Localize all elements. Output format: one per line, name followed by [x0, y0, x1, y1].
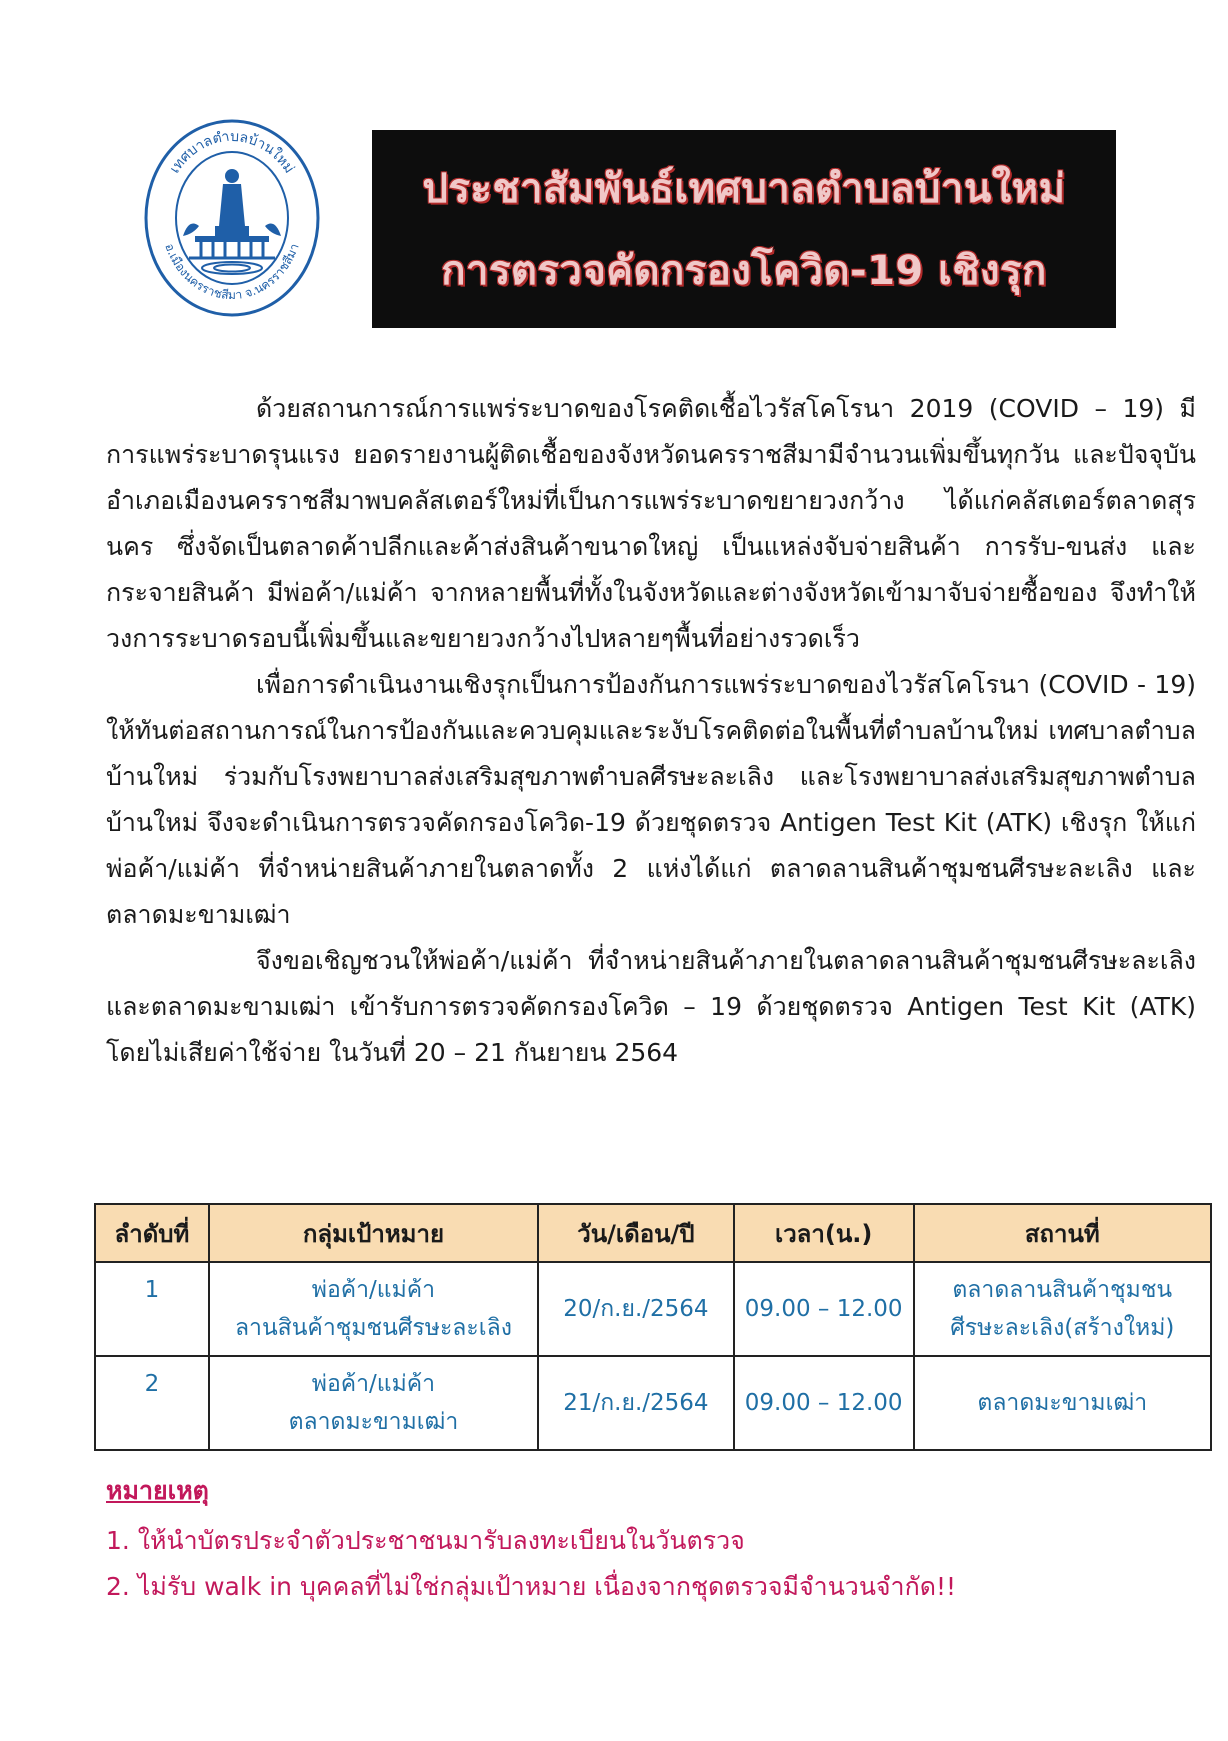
notes-section — [106, 1468, 1196, 1610]
page-title: ประชาสัมพันธ์เทศบาลตำบลบ้านใหม่ — [422, 166, 1066, 212]
header-date: วัน/เดือน/ปี — [538, 1204, 734, 1262]
body-paragraph-2: เพื่อการดำเนินงานเชิงรุกเป็นการป้องกันการแพร่ระบาดของไวรัสโคโรนา (COVID - 19) ให้ทันต่อสถานการณ์ในการป้องกันและควบคุมและระงับโรคติดต่อในพื้นที่ตำบลบ้านใหม่ เทศบาลตำบลบ้านใหม่ ร่วมกับโรงพยาบาลส่งเสริมสุขภาพตำบลศีรษะละเลิง และโรงพยาบาลส่งเสริมสุขภาพตำบลบ้านใหม่ จึงจะดำเนินการตรวจคัดกรองโควิด-19 ด้วยชุดตรวจ Antigen Test Kit (ATK) เชิงรุก ให้แก่ พ่อค้า/แม่ค้า ที่จำหน่ายสินค้าภายในตลาดทั้ง 2 แห่งได้แก่ ตลาดลานสินค้าชุมชนศีรษะละเลิง และตลาดมะขามเฒ่า — [106, 670, 1196, 929]
table-row — [95, 1356, 1211, 1450]
row-date: 20/ก.ย./2564 — [538, 1262, 734, 1356]
place-line-1: ตลาดลานสินค้าชุมชน — [952, 1277, 1173, 1303]
header-no: ลำดับที่ — [95, 1204, 209, 1262]
row-target — [209, 1356, 538, 1450]
header-target-group: กลุ่มเป้าหมาย — [209, 1204, 538, 1262]
row-number: 1 — [95, 1262, 209, 1356]
place-line-1: ตลาดมะขามเฒ่า — [977, 1390, 1148, 1416]
row-time: 09.00 – 12.00 — [734, 1262, 914, 1356]
place-line-2: ศีรษะละเลิง(สร้างใหม่) — [950, 1315, 1175, 1341]
title-banner — [372, 130, 1116, 328]
page-subtitle: การตรวจคัดกรองโควิด-19 เชิงรุก — [441, 248, 1047, 294]
target-line-2: ตลาดมะขามเฒ่า — [288, 1409, 459, 1435]
note-item-2: 2. ไม่รับ walk in บุคคลที่ไม่ใช่กลุ่มเป้าหมาย เนื่องจากชุดตรวจมีจำนวนจำกัด!! — [106, 1572, 957, 1601]
header-time: เวลา(น.) — [734, 1204, 914, 1262]
target-line-1: พ่อค้า/แม่ค้า — [311, 1277, 436, 1303]
municipality-seal-logo — [143, 118, 321, 318]
table-row — [95, 1262, 1211, 1356]
row-place — [914, 1356, 1211, 1450]
body-paragraph-1: ด้วยสถานการณ์การแพร่ระบาดของโรคติดเชื้อไวรัสโคโรนา 2019 (COVID – 19) มีการแพร่ระบาดรุนแรง ยอดรายงานผู้ติดเชื้อของจังหวัดนครราชสีมามีจำนวนเพิ่มขึ้นทุกวัน และปัจจุบัน อำเภอเมืองนครราชสีมาพบคลัสเตอร์ใหม่ที่เป็นการแพร่ระบาดขยายวงกว้าง ได้แก่คลัสเตอร์ตลาดสุรนคร ซึ่งจัดเป็นตลาดค้าปลีกและค้าส่งสินค้าขนาดใหญ่ เป็นแหล่งจับจ่ายสินค้า การรับ-ขนส่ง และกระจายสินค้า มีพ่อค้า/แม่ค้า จากหลายพื้นที่ทั้งในจังหวัดและต่างจังหวัดเข้ามาจับจ่ายซื้อของ จึงทำให้วงการระบาดรอบนี้เพิ่มขึ้นและขยายวงกว้างไปหลายๆพื้นที่อย่างรวดเร็ว — [106, 394, 1196, 653]
row-date: 21/ก.ย./2564 — [538, 1356, 734, 1450]
target-line-2: ลานสินค้าชุมชนศีรษะละเลิง — [234, 1315, 512, 1341]
body-paragraph-3: จึงขอเชิญชวนให้พ่อค้า/แม่ค้า ที่จำหน่ายสินค้าภายในตลาดลานสินค้าชุมชนศีรษะละเลิง และตลาดมะขามเฒ่า เข้ารับการตรวจคัดกรองโควิด – 19 ด้วยชุดตรวจ Antigen Test Kit (ATK) โดยไม่เสียค่าใช้จ่าย ในวันที่ 20 – 21 กันยายน 2564 — [106, 946, 1196, 1067]
seal-bottom-text: อ.เมืองนครราชสีมา จ.นครราชสีมา — [162, 241, 302, 302]
header-place: สถานที่ — [914, 1204, 1211, 1262]
row-target — [209, 1262, 538, 1356]
notes-title: หมายเหตุ — [106, 1476, 209, 1505]
table-header-row — [95, 1204, 1211, 1262]
row-number: 2 — [95, 1356, 209, 1450]
row-place — [914, 1262, 1211, 1356]
note-item-1: 1. ให้นำบัตรประจำตัวประชาชนมารับลงทะเบียนในวันตรวจ — [106, 1526, 745, 1555]
target-line-1: พ่อค้า/แม่ค้า — [311, 1371, 436, 1397]
schedule-table — [94, 1203, 1212, 1451]
seal-icon — [143, 118, 321, 318]
announcement-body — [106, 386, 1196, 1076]
row-time: 09.00 – 12.00 — [734, 1356, 914, 1450]
seal-top-text: เทศบาลตำบลบ้านใหม่ — [166, 128, 298, 177]
